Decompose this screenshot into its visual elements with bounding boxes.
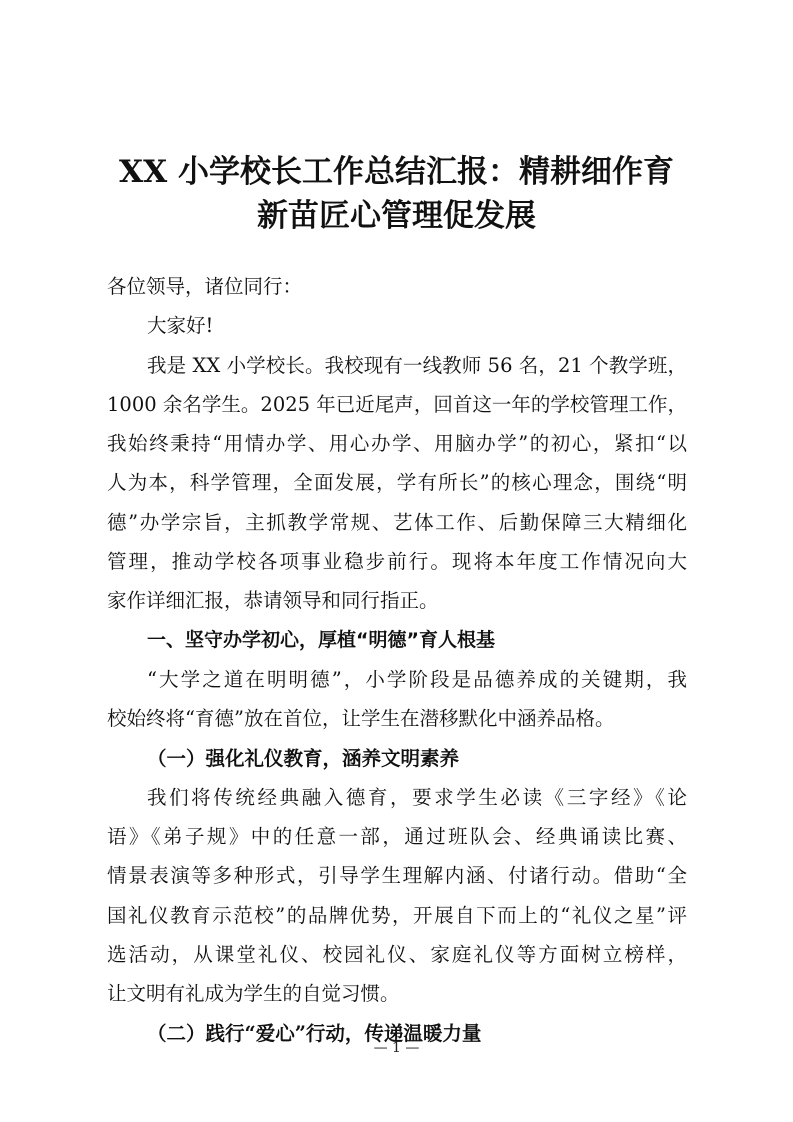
paragraph-line: 我是 XX 小学校长。我校现有一线教师 56 名，21 个教学班， bbox=[147, 353, 687, 377]
paragraph-line: 德”办学宗旨，主抓教学常规、艺体工作、后勤保障三大精细化 bbox=[107, 510, 687, 534]
title-line-2: 新苗匠心管理促发展 bbox=[257, 198, 536, 234]
subsection-1-heading: （一）强化礼仪教育，涵养文明素养 bbox=[147, 746, 460, 770]
subsection-2-heading: （二）践行“爱心”行动，传递温暖力量 bbox=[147, 1021, 482, 1045]
document-title bbox=[100, 150, 693, 238]
paragraph-line: 人为本，科学管理，全面发展，学有所长”的核心理念，围绕“明 bbox=[107, 471, 687, 495]
paragraph-line: 语》《弟子规》中的任意一部，通过班队会、经典诵读比赛、 bbox=[107, 825, 687, 849]
paragraph-line: 选活动，从课堂礼仪、校园礼仪、家庭礼仪等方面树立榜样， bbox=[107, 943, 687, 967]
intro-paragraph bbox=[107, 346, 687, 621]
paragraph-line: 1000 余名学生。2025 年已近尾声，回首这一年的学校管理工作， bbox=[107, 392, 687, 416]
section-1-heading: 一、坚守办学初心，厚植“明德”育人根基 bbox=[147, 628, 495, 651]
paragraph-line: 让文明有礼成为学生的自觉习惯。 bbox=[107, 982, 400, 1006]
paragraph-line: 校始终将“育德”放在首位，让学生在潜移默化中涵养品格。 bbox=[107, 707, 615, 731]
paragraph-line: 国礼仪教育示范校”的品牌优势，开展自下而上的“礼仪之星”评 bbox=[107, 903, 687, 927]
section-1-paragraph bbox=[107, 660, 687, 739]
paragraph-line: “大学之道在明明德”，小学阶段是品德养成的关键期，我 bbox=[147, 667, 687, 691]
paragraph-line: 家作详细汇报，恭请领导和同行指正。 bbox=[107, 589, 439, 613]
subsection-1-paragraph bbox=[107, 778, 687, 1014]
page-number: — 1 — bbox=[373, 1040, 420, 1056]
paragraph-line: 管理，推动学校各项事业稳步前行。现将本年度工作情况向大 bbox=[107, 550, 687, 574]
document-body bbox=[107, 267, 687, 1053]
paragraph-line: 情景表演等多种形式，引导学生理解内涵、付诸行动。借助“全 bbox=[107, 864, 687, 888]
paragraph-line: 我始终秉持“用情办学、用心办学、用脑办学”的初心，紧扣“以 bbox=[107, 432, 687, 456]
title-line-1: XX 小学校长工作总结汇报：精耕细作育 bbox=[119, 154, 674, 190]
greeting: 大家好! bbox=[147, 314, 214, 338]
paragraph-line: 我们将传统经典融入德育，要求学生必读《三字经》《论 bbox=[147, 785, 687, 809]
salutation: 各位领导，诸位同行： bbox=[107, 275, 303, 298]
